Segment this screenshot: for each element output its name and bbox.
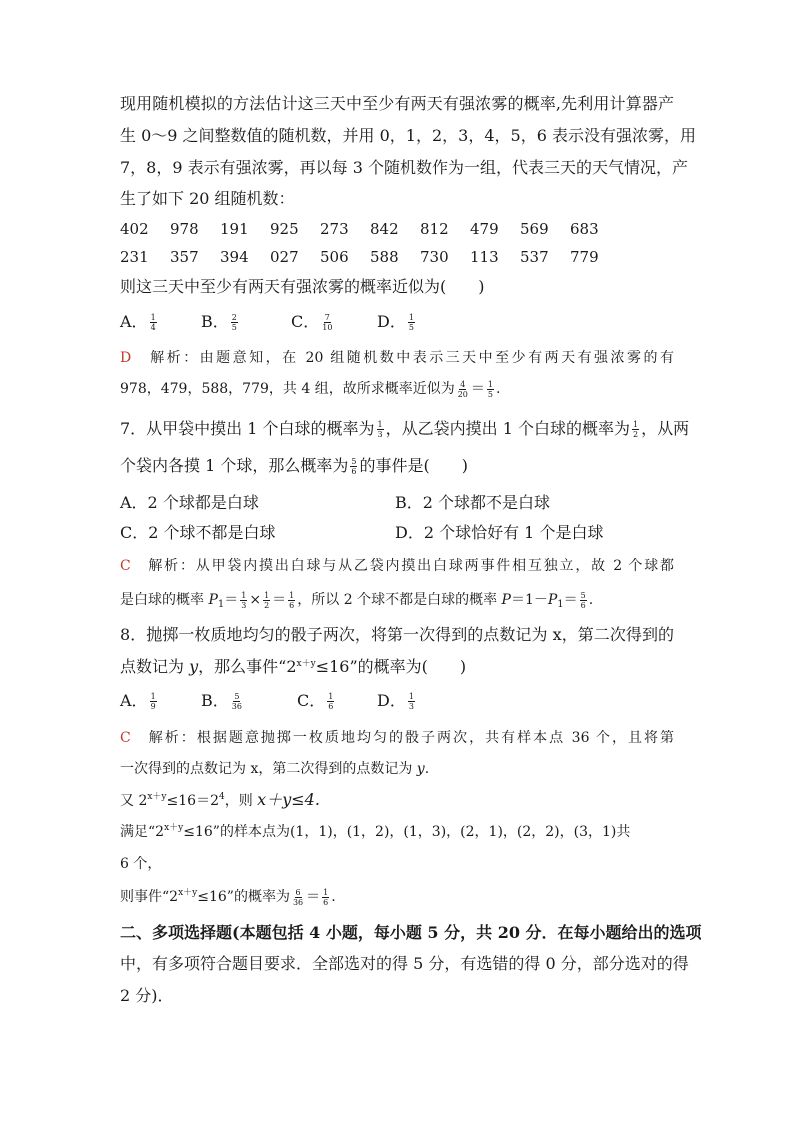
fraction: $\frac{1}{3}$ <box>241 590 247 610</box>
fraction: $\frac{1}{2}$ <box>633 420 639 439</box>
intro-line-3: 7，8，9 表示有强浓雾，再以每 3 个随机数作为一组，代表三天的天气情况，产 <box>120 158 688 177</box>
fraction: $\frac{4}{20}$ <box>457 379 468 399</box>
fraction: $\frac{1}{6}$ <box>323 887 329 907</box>
q8-analysis-line-6: 则事件“$2^{x+y}\le 16$”的概率为 $\frac{6}{36}$ ＝ $\frac{1}{6}$ . <box>120 887 336 907</box>
random-number: 479 <box>470 220 499 238</box>
random-number: 683 <box>570 220 599 238</box>
option-label: A． <box>120 691 148 710</box>
random-number: 537 <box>520 248 549 266</box>
random-number: 273 <box>320 220 349 238</box>
fraction: $\frac{5}{6}$ <box>580 590 586 610</box>
q7-analysis-line-2: 是白球的概率 $P_1=$ $\frac{1}{3}$ × $\frac{1}{2}$ ＝ $\frac{1}{6}$ ，所以 2 个球不都是白球的概率 $P=1-P_1=$ $\frac{5}{6}$ . <box>120 590 594 610</box>
option-label: A． <box>120 312 148 331</box>
q8-analysis-line-4: 满足“$2^{x+y}\le 16$”的样本点为(1，1)，(1，2)，(1，3)，(2，1)，(2，2)，(3，1)共 <box>120 823 631 840</box>
fraction: $\frac{1}{3}$ <box>408 692 414 711</box>
random-number: 231 <box>120 248 149 266</box>
q7-option-a[interactable]: A．2 个球都是白球 <box>120 493 259 512</box>
q6-analysis-line-2: 978，479，588，779，共 4 组，故所求概率近似为 $\frac{4}{20}$ ＝ $\frac{1}{5}$ . <box>120 379 501 399</box>
q8-analysis-line-3: 又 $2^{x+y}\le 16=2^4$，则 x＋y≤4. <box>120 790 320 809</box>
analysis-text: 978，479，588，779，共 4 组，故所求概率近似为 <box>120 381 455 397</box>
q6-option-c[interactable] <box>291 311 335 333</box>
q7-option-d[interactable]: D．2 个球恰好有 1 个是白球 <box>395 523 604 542</box>
random-number: 357 <box>170 248 199 266</box>
intro-line-4: 生了如下 20 组随机数： <box>120 189 295 208</box>
random-numbers-row-1 <box>120 218 620 240</box>
option-label: B． <box>201 312 229 331</box>
q8-option-c[interactable] <box>297 690 336 712</box>
answer-letter: D <box>120 350 132 366</box>
random-number: 842 <box>370 220 399 238</box>
random-number: 978 <box>170 220 199 238</box>
fraction: $\frac{1}{4}$ <box>150 313 156 332</box>
fraction: $\frac{6}{36}$ <box>292 887 304 907</box>
answer-letter: C <box>120 730 131 746</box>
option-label: D． <box>377 691 406 710</box>
q8-option-a[interactable] <box>120 690 159 712</box>
q7-stem-line-1: 7．从甲袋中摸出 1 个白球的概率为 $\frac{1}{3}$ ，从乙袋内摸出 1 个白球的概率为 $\frac{1}{2}$ ，从两 <box>120 419 690 439</box>
fraction: $\frac{5}{36}$ <box>231 692 242 711</box>
q6-option-b[interactable] <box>201 311 240 333</box>
analysis-text: 解析：由题意知，在 20 组随机数中表示三天中至少有两天有强浓雾的有 <box>150 350 675 366</box>
analysis-text: 解析：从甲袋内摸出白球与从乙袋内摸出白球两事件相互独立，故 2 个球都 <box>148 558 675 574</box>
q7-analysis-line-1 <box>120 555 674 577</box>
random-number: 402 <box>120 220 149 238</box>
answer-letter: C <box>120 558 131 574</box>
q8-analysis-line-5: 6 个， <box>120 856 162 872</box>
random-numbers-row-2 <box>120 246 620 268</box>
random-number: 588 <box>370 248 399 266</box>
q6-analysis-line-1 <box>120 347 674 369</box>
q8-option-d[interactable] <box>377 690 417 712</box>
option-label: C． <box>291 312 320 331</box>
option-label: C． <box>297 691 326 710</box>
fraction: $\frac{1}{9}$ <box>150 692 156 711</box>
q8-stem-line-2: 点数记为 y，那么事件“$2^{x+y}\le 16$”的概率为( ) <box>120 657 467 676</box>
fraction: $\frac{1}{5}$ <box>408 313 414 332</box>
random-number: 779 <box>570 248 599 266</box>
q6-option-d[interactable] <box>377 311 417 333</box>
fraction: $\frac{1}{2}$ <box>264 590 270 610</box>
q8-stem-line-1: 8．抛掷一枚质地均匀的骰子两次，将第一次得到的点数记为 x，第二次得到的 <box>120 625 674 644</box>
fraction: $\frac{1}{6}$ <box>289 590 295 610</box>
fraction: $\frac{1}{6}$ <box>328 692 334 711</box>
random-number: 506 <box>320 248 349 266</box>
section-2-line-3: 2 分)． <box>120 986 174 1005</box>
fraction: $\frac{5}{6}$ <box>351 457 357 476</box>
random-number: 394 <box>220 248 249 266</box>
random-number: 730 <box>420 248 449 266</box>
fraction: $\frac{2}{5}$ <box>231 313 237 332</box>
random-number: 569 <box>520 220 549 238</box>
fraction: $\frac{1}{5}$ <box>487 379 493 399</box>
section-2-line-2: 中，有多项符合题目要求．全部选对的得 5 分，有选错的得 0 分，部分选对的得 <box>120 954 689 973</box>
fraction: $\frac{1}{3}$ <box>377 420 383 439</box>
q7-option-c[interactable]: C．2 个球不都是白球 <box>120 523 276 542</box>
random-number: 191 <box>220 220 249 238</box>
q8-option-b[interactable] <box>201 690 245 712</box>
section-2-line-1: 二、多项选择题(本题包括 4 小题，每小题 5 分，共 20 分．在每小题给出的选项 <box>120 923 702 942</box>
q8-analysis-line-2: 一次得到的点数记为 x，第二次得到的点数记为 y. <box>120 761 430 777</box>
intro-line-1: 现用随机模拟的方法估计这三天中至少有两天有强浓雾的概率,先利用计算器产 <box>120 94 674 113</box>
q6-stem: 则这三天中至少有两天有强浓雾的概率近似为( ) <box>120 277 485 296</box>
random-number: 027 <box>270 248 299 266</box>
option-label: D． <box>377 312 406 331</box>
fraction: $\frac{7}{10}$ <box>322 313 333 332</box>
random-number: 113 <box>470 248 499 266</box>
option-label: B． <box>201 691 229 710</box>
q6-option-a[interactable] <box>120 311 159 333</box>
random-number: 812 <box>420 220 449 238</box>
q7-stem-line-2: 个袋内各摸 1 个球，那么概率为 $\frac{5}{6}$ 的事件是( ) <box>120 456 468 476</box>
analysis-text: 解析：根据题意抛掷一枚质地均匀的骰子两次，共有样本点 36 个，且将第 <box>148 730 675 746</box>
random-number: 925 <box>270 220 299 238</box>
q7-option-b[interactable]: B．2 个球都不是白球 <box>395 493 551 512</box>
q8-analysis-line-1 <box>120 727 674 749</box>
intro-line-2: 生 0～9 之间整数值的随机数，并用 0，1，2，3，4，5，6 表示没有强浓雾，用 <box>120 126 696 145</box>
